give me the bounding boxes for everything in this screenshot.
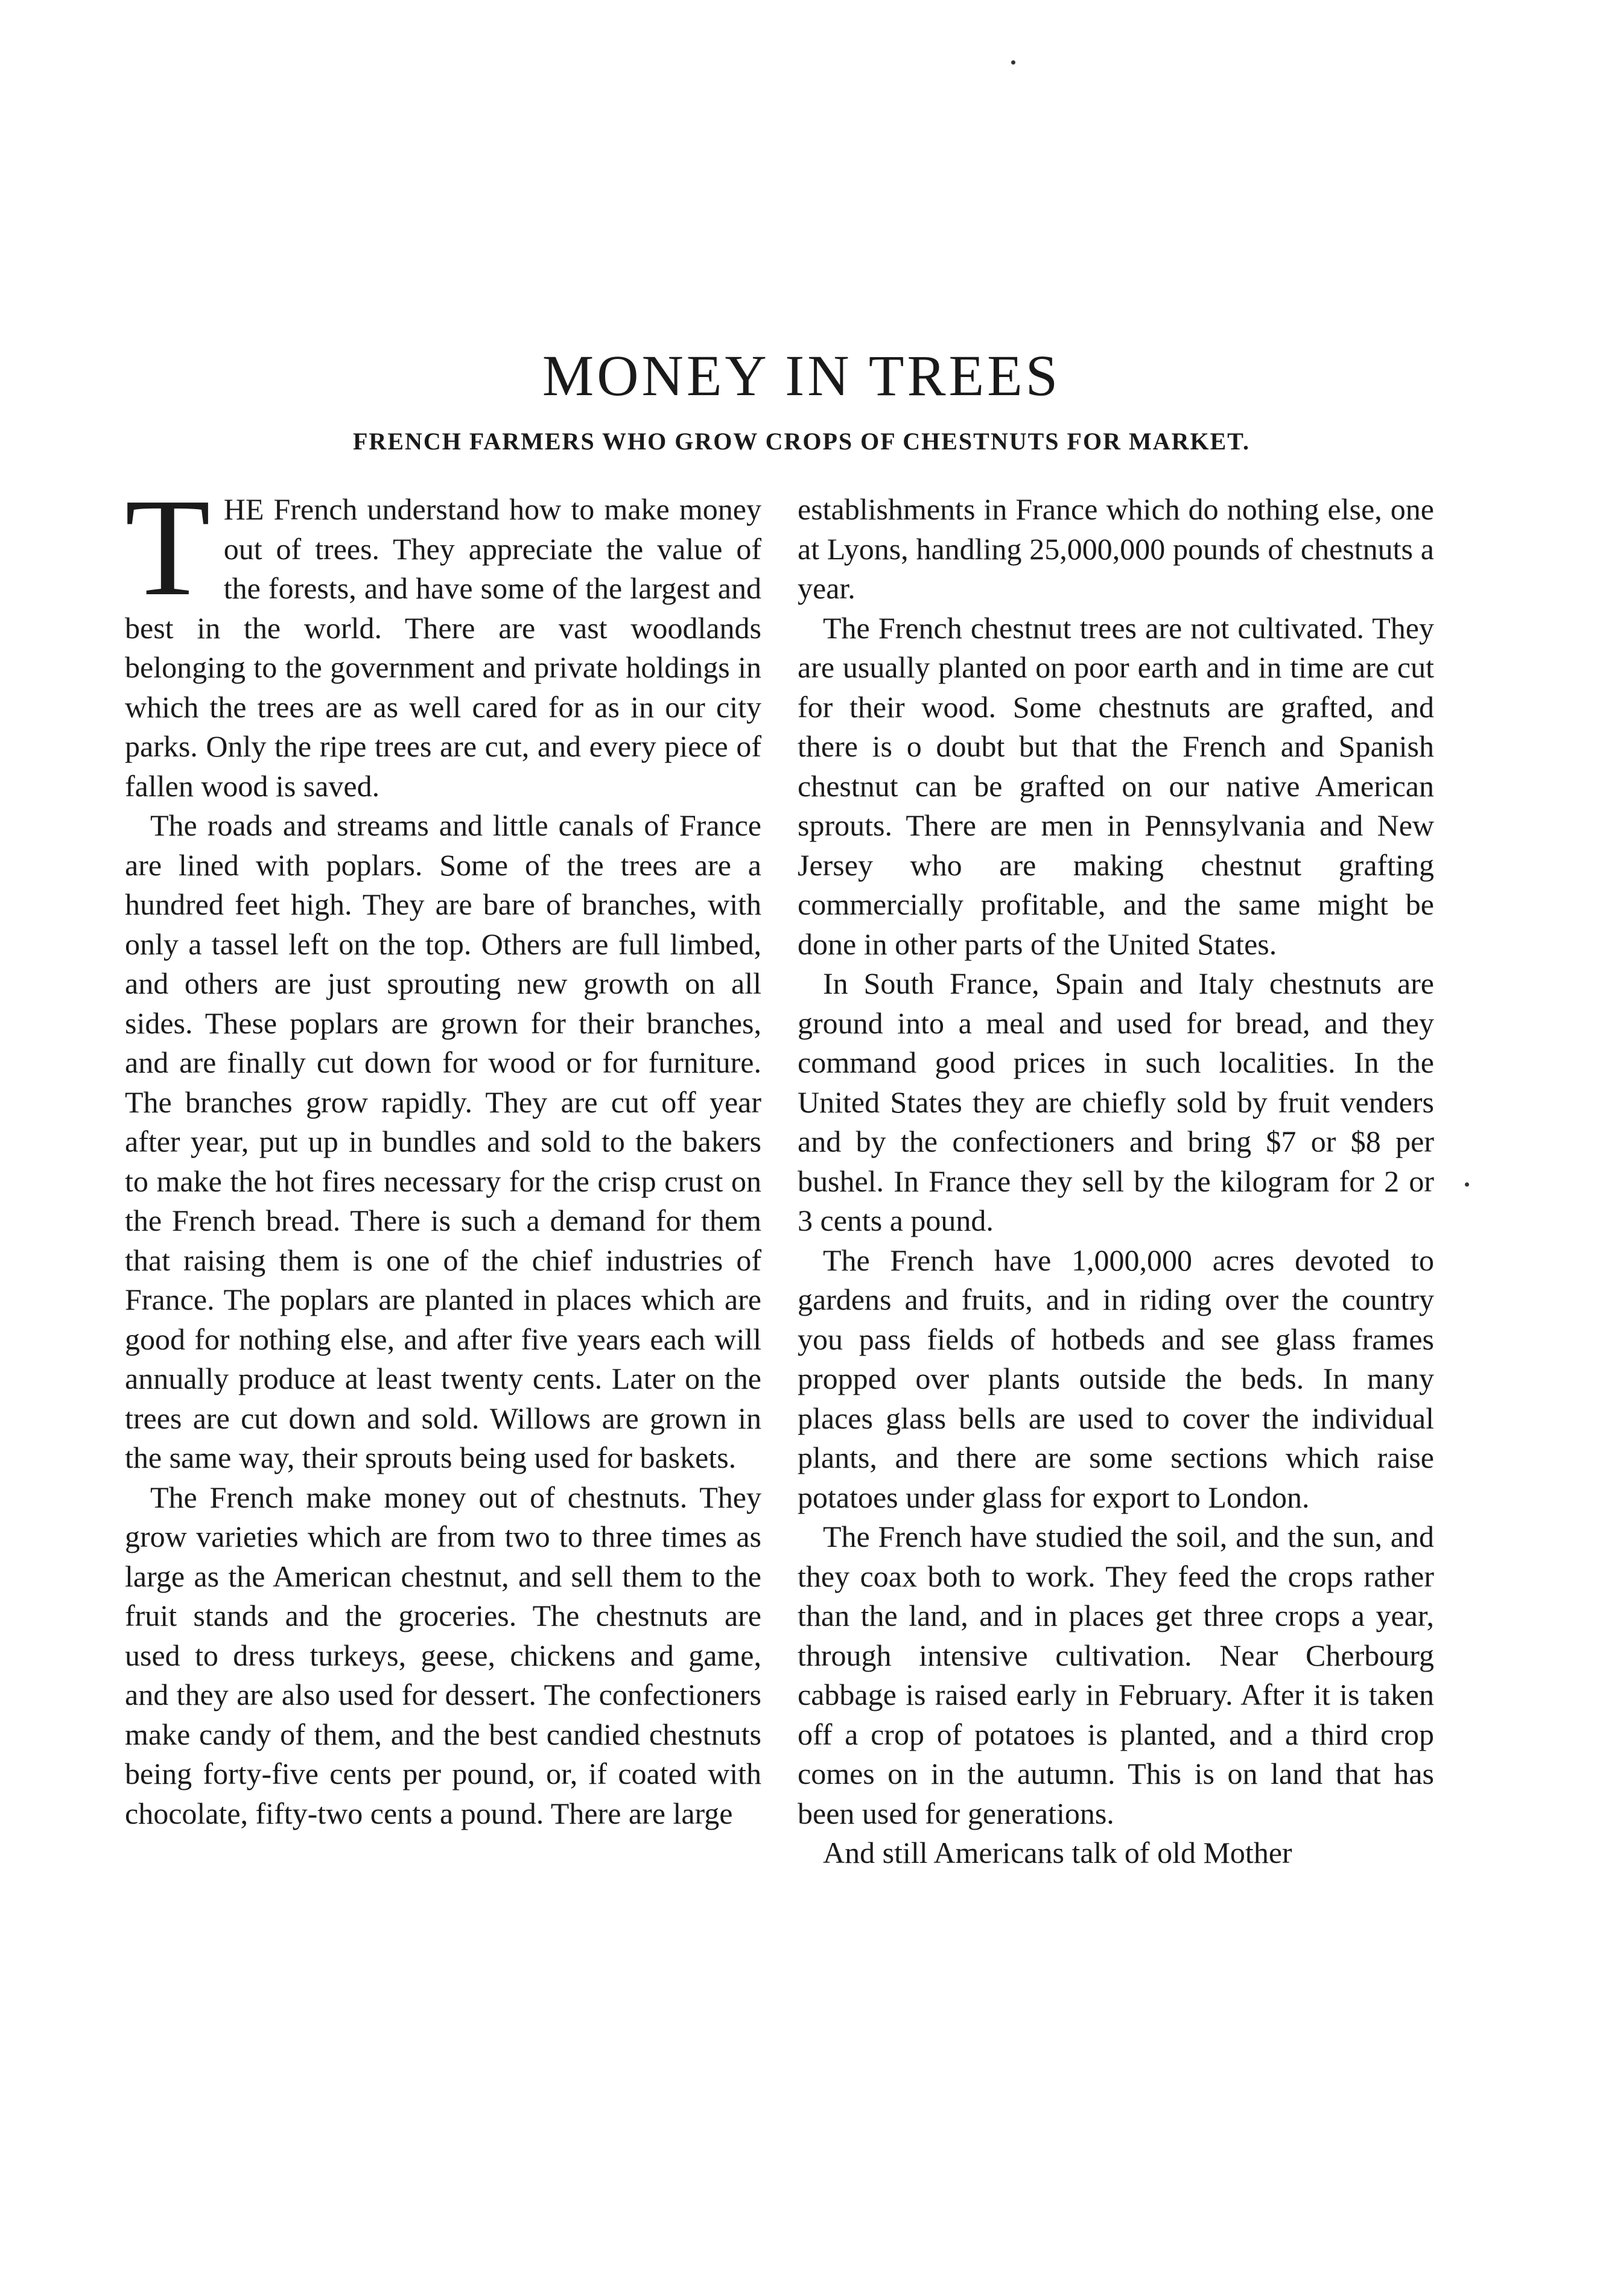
right-column [798, 490, 1434, 1873]
article-title: MONEY IN TREES [542, 343, 1061, 408]
paragraph: The French have studied the soil, and the sun, and they coax both to work. They feed the crops rather than the land, and in places get three crops a year, through intensive cultivation. Near Cherbourg cabbage is raised early in February. After it is taken off a crop of potatoes is planted, and a third crop comes on in the autumn. This is on land that has been used for generations. [798, 1520, 1434, 1830]
paragraph: In South France, Spain and Italy chestnuts are ground into a meal and used for bread, and they command good prices in such localities. In the United States they are chiefly sold by fruit venders and by the confectioners and bring $7 or $8 per bushel. In France they sell by the kilogram for 2 or 3 cents a pound. [798, 966, 1434, 1237]
paragraph: The French make money out of chestnuts. They grow varieties which are from two to three times as large as the American chestnut, and sell them to the fruit stands and the groceries. The chestnuts are used to dress turkeys, geese, chickens and game, and they are also used for dessert. The confectioners make candy of them, and the best candied chestnuts being forty-five cents per pound, or, if coated with chocolate, fifty-two cents a pound. There are large [125, 1480, 761, 1830]
ink-speck [1465, 1182, 1469, 1187]
paragraph: establishments in France which do nothing else, one at Lyons, handling 25,000,000 pounds of chestnuts a year. [798, 492, 1434, 605]
left-column [125, 470, 761, 1833]
paragraph: And still Americans talk of old Mother [823, 1836, 1292, 1869]
paragraph [125, 470, 761, 806]
paragraph-text: HE French understand how to make money out of trees. They appreciate the value of the forests, and have some of the largest and best in the world. There are vast woodlands belonging to the government and private holdings in which the trees are as well cared for as in our city parks. Only the ripe trees are cut, and every piece of fallen wood is saved. [125, 492, 761, 803]
ink-speck [1011, 60, 1015, 65]
paragraph: The French have 1,000,000 acres devoted to gardens and fruits, and in riding over the country you pass fields of hotbeds and see glass frames propped over plants outside the beds. In many places glass bells are used to cover the individual plants, and there are some sections which raise potatoes under glass for export to London. [798, 1243, 1434, 1514]
drop-cap: T [125, 470, 211, 625]
article-subtitle: FRENCH FARMERS WHO GROW CROPS OF CHESTNUTS FOR MARKET. [353, 428, 1250, 455]
paragraph: The French chestnut trees are not cultivated. They are usually planted on poor earth and in time are cut for their wood. Some chestnuts are grafted, and there is o doubt but that the French and Spanish chestnut can be grafted on our native American sprouts. There are men in Pennsylvania and New Jersey who are making chestnut grafting commercially profitable, and the same might be done in other parts of the United States. [798, 610, 1434, 961]
paragraph: The roads and streams and little canals of France are lined with poplars. Some of the trees are a hundred feet high. They are bare of branches, with only a tassel left on the top. Others are full limbed, and others are just sprouting new growth on all sides. These poplars are grown for their branches, and are finally cut down for wood or for furniture. The branches grow rapidly. They are cut off year after year, put up in bundles and sold to the bakers to make the hot fires necessary for the crisp crust on the French bread. There is such a demand for them that raising them is one of the chief industries of France. The poplars are planted in places which are good for nothing else, and after five years each will annually produce at least twenty cents. Later on the trees are cut down and sold. Willows are grown in the same way, their sprouts being used for baskets. [125, 808, 761, 1474]
